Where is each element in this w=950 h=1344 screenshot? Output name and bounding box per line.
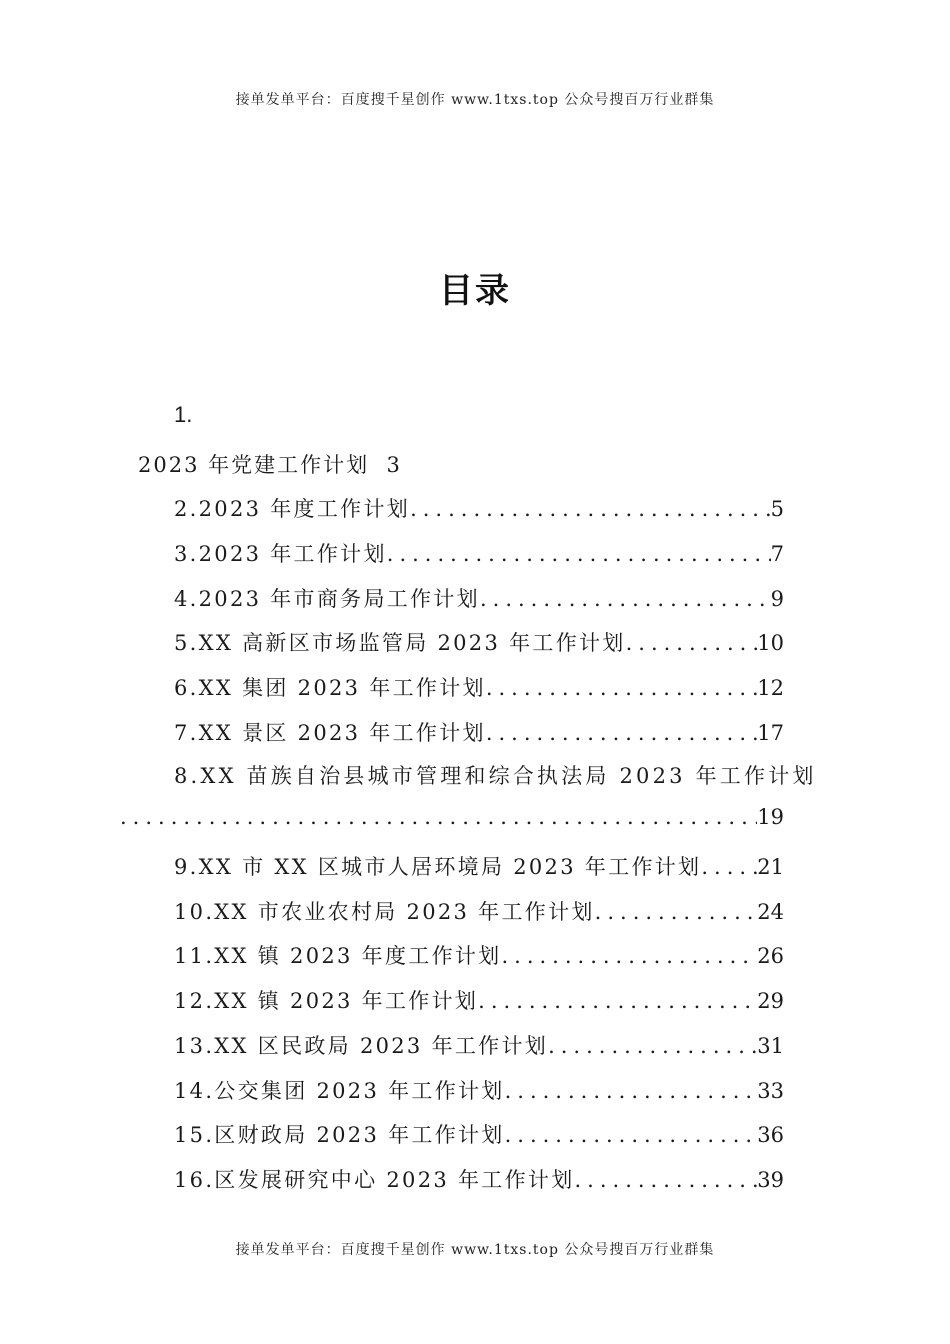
toc-entry-page: 5 [770,497,784,521]
toc-entry-text: 7.XX 景区 2023 年工作计划 [174,721,486,745]
toc-entry-page: 26 [757,944,784,968]
toc-entry-text: 16.区发展研究中心 2023 年工作计划 [174,1168,575,1192]
toc-leader-dots [486,721,757,745]
toc-title: 目录 [439,271,511,311]
toc-leader-dots [548,1034,757,1058]
toc-entry-14[interactable] [174,1075,784,1107]
toc-entry-text: 11.XX 镇 2023 年度工作计划 [174,944,502,968]
toc-entry-page: 24 [757,900,784,924]
toc-entry-text: 6.XX 集团 2023 年工作计划 [174,676,486,700]
toc-entry-page: 3 [386,453,402,477]
toc-entry-text: 5.XX 高新区市场监管局 2023 年工作计划 [174,631,626,655]
toc-leader-dots [595,900,758,924]
toc-entry-9[interactable] [174,851,784,883]
toc-entry-16[interactable] [174,1164,784,1196]
toc-entry-page: 17 [757,721,784,745]
toc-entry-text: 3.2023 年工作计划 [174,542,387,566]
toc-leader-dots [480,587,771,611]
toc-entry-1[interactable] [138,449,402,479]
toc-entry-page: 21 [757,855,784,879]
toc-entry-7[interactable] [174,717,784,749]
toc-entry-page: 39 [757,1168,784,1192]
toc-entry-text: 13.XX 区民政局 2023 年工作计划 [174,1034,549,1058]
header-note: 接单发单平台：百度搜千星创作 www.1txs.top 公众号搜百万行业群集 [235,92,715,108]
toc-entry-page: 7 [770,542,784,566]
footer-note: 接单发单平台：百度搜千星创作 www.1txs.top 公众号搜百万行业群集 [235,1242,715,1258]
toc-entry-text: 9.XX 市 XX 区城市人居环境局 2023 年工作计划 [174,855,702,879]
toc-leader-dots [410,497,771,521]
toc-leader-dots [120,805,757,829]
toc-entry-12[interactable] [174,985,784,1017]
toc-entry-page: 36 [757,1123,784,1147]
toc-entry-6[interactable] [174,672,784,704]
toc-entry-3[interactable] [174,538,784,570]
toc-leader-dots [505,1123,758,1147]
toc-leader-dots [701,855,757,879]
toc-entry-2[interactable] [174,493,784,525]
toc-entry-5[interactable] [174,627,784,659]
toc-entry-text: 2.2023 年度工作计划 [174,497,411,521]
toc-entry-page: 33 [757,1079,784,1103]
toc-entry-8-continuation[interactable] [120,805,784,837]
toc-entry-13[interactable] [174,1030,784,1062]
toc-leader-dots [626,631,758,655]
toc-entry-10[interactable] [174,896,784,928]
toc-entry-page: 9 [770,587,784,611]
toc-entry-page: 19 [757,805,784,829]
toc-entry-page: 29 [757,989,784,1013]
toc-leader-dots [478,989,757,1013]
toc-entry-text: 12.XX 镇 2023 年工作计划 [174,989,479,1013]
toc-leader-dots [486,676,757,700]
toc-leader-dots [387,542,771,566]
toc-entry-text: 2023 年党建工作计划 [138,453,370,477]
toc-leader-dots [575,1168,758,1192]
toc-entry-text: 15.区财政局 2023 年工作计划 [174,1123,505,1147]
toc-entry-page: 31 [757,1034,784,1058]
toc-entry-page: 12 [757,676,784,700]
toc-entry-text: 14.公交集团 2023 年工作计划 [174,1079,505,1103]
toc-entry-text: 8.XX 苗族自治县城市管理和综合执法局 2023 年工作计划 [174,764,817,788]
toc-entry-page: 10 [757,631,784,655]
toc-entry-15[interactable] [174,1119,784,1151]
toc-entry-text: 10.XX 市农业农村局 2023 年工作计划 [174,900,595,924]
toc-entry-8[interactable] [174,760,817,790]
toc-entry-text: 4.2023 年市商务局工作计划 [174,587,480,611]
toc-entry-4[interactable] [174,583,784,615]
toc-first-number: 1. [174,402,193,427]
toc-leader-dots [501,944,757,968]
toc-leader-dots [505,1079,758,1103]
toc-entry-11[interactable] [174,940,784,972]
